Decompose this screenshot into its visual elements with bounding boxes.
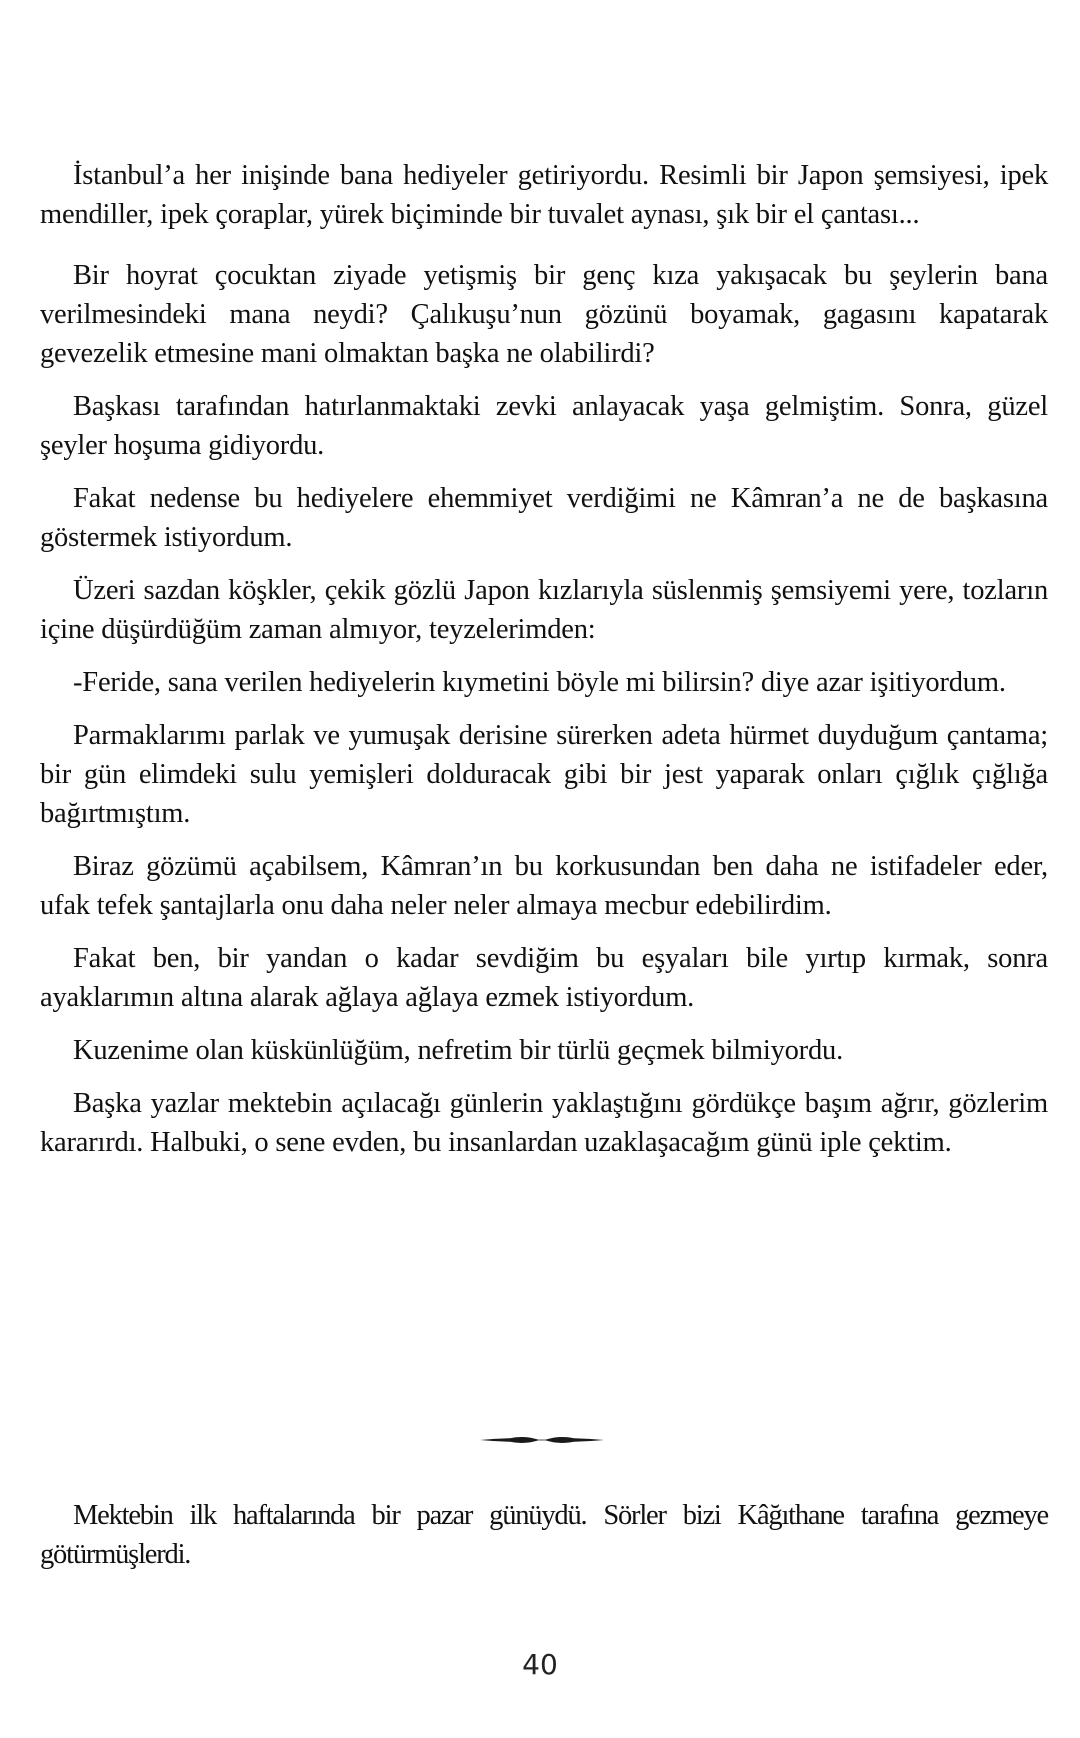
paragraph: Biraz gözümü açabilsem, Kâmran’ın bu korkusundan ben daha ne istifadeler eder, ufak tefek şantajlarla onu daha neler neler almaya mecbur edebilirdim. — [40, 851, 1048, 921]
section-break-ornament-icon — [480, 1433, 604, 1445]
paragraph: İstanbul’a her inişinde bana hediyeler getiriyordu. Resimli bir Japon şemsiyesi, ipek mendiller, ipek çoraplar, yürek biçiminde bir tuvalet aynası, şık bir el çantası... — [40, 160, 1048, 230]
paragraph: Fakat nedense bu hediyelere ehemmiyet verdiğimi ne Kâmran’a ne de başkasına göstermek istiyordum. — [40, 483, 1048, 553]
paragraph: Üzeri sazdan köşkler, çekik gözlü Japon kızlarıyla süslenmiş şemsiyemi yere, tozların içine düşürdüğüm zaman almıyor, teyzelerimden: — [40, 575, 1048, 645]
paragraph: Fakat ben, bir yandan o kadar sevdiğim bu eşyaları bile yırtıp kırmak, sonra ayaklarımın altına alarak ağlaya ağlaya ezmek istiyordum. — [40, 943, 1048, 1013]
page-number: 40 — [522, 1648, 558, 1681]
paragraph: Başkası tarafından hatırlanmaktaki zevki anlayacak yaşa gelmiştim. Sonra, güzel şeyler hoşuma gidiyordu. — [40, 391, 1048, 461]
book-page-body — [40, 156, 1048, 1176]
paragraph: -Feride, sana verilen hediyelerin kıymetini böyle mi bilirsin? diye azar işitiyordum. — [73, 667, 1006, 698]
paragraph: Parmaklarımı parlak ve yumuşak derisine sürerken adeta hürmet duyduğum çantama; bir gün elimdeki sulu yemişleri dolduracak gibi bir jest yaparak onları çığlık çığlığa bağırtmıştım. — [40, 720, 1048, 829]
book-page-continuation — [40, 1496, 1048, 1588]
paragraph: Başka yazlar mektebin açılacağı günlerin yaklaştığını gördükçe başım ağrır, gözlerim kararırdı. Halbuki, o sene evden, bu insanlardan uzaklaşacağım günü iple çektim. — [40, 1088, 1048, 1158]
paragraph: Kuzenime olan küskünlüğüm, nefretim bir türlü geçmek bilmiyordu. — [73, 1035, 843, 1066]
paragraph: Bir hoyrat çocuktan ziyade yetişmiş bir genç kıza yakışacak bu şeylerin bana verilmesindeki mana neydi? Çalıkuşu’nun gözünü boyamak, gagasını kapatarak gevezelik etmesine mani olmaktan başka ne olabilirdi? — [40, 260, 1048, 369]
paragraph: Mektebin ilk haftalarında bir pazar günüydü. Sörler bizi Kâğıthane tarafına gezmeye götürmüşlerdi. — [40, 1500, 1048, 1570]
